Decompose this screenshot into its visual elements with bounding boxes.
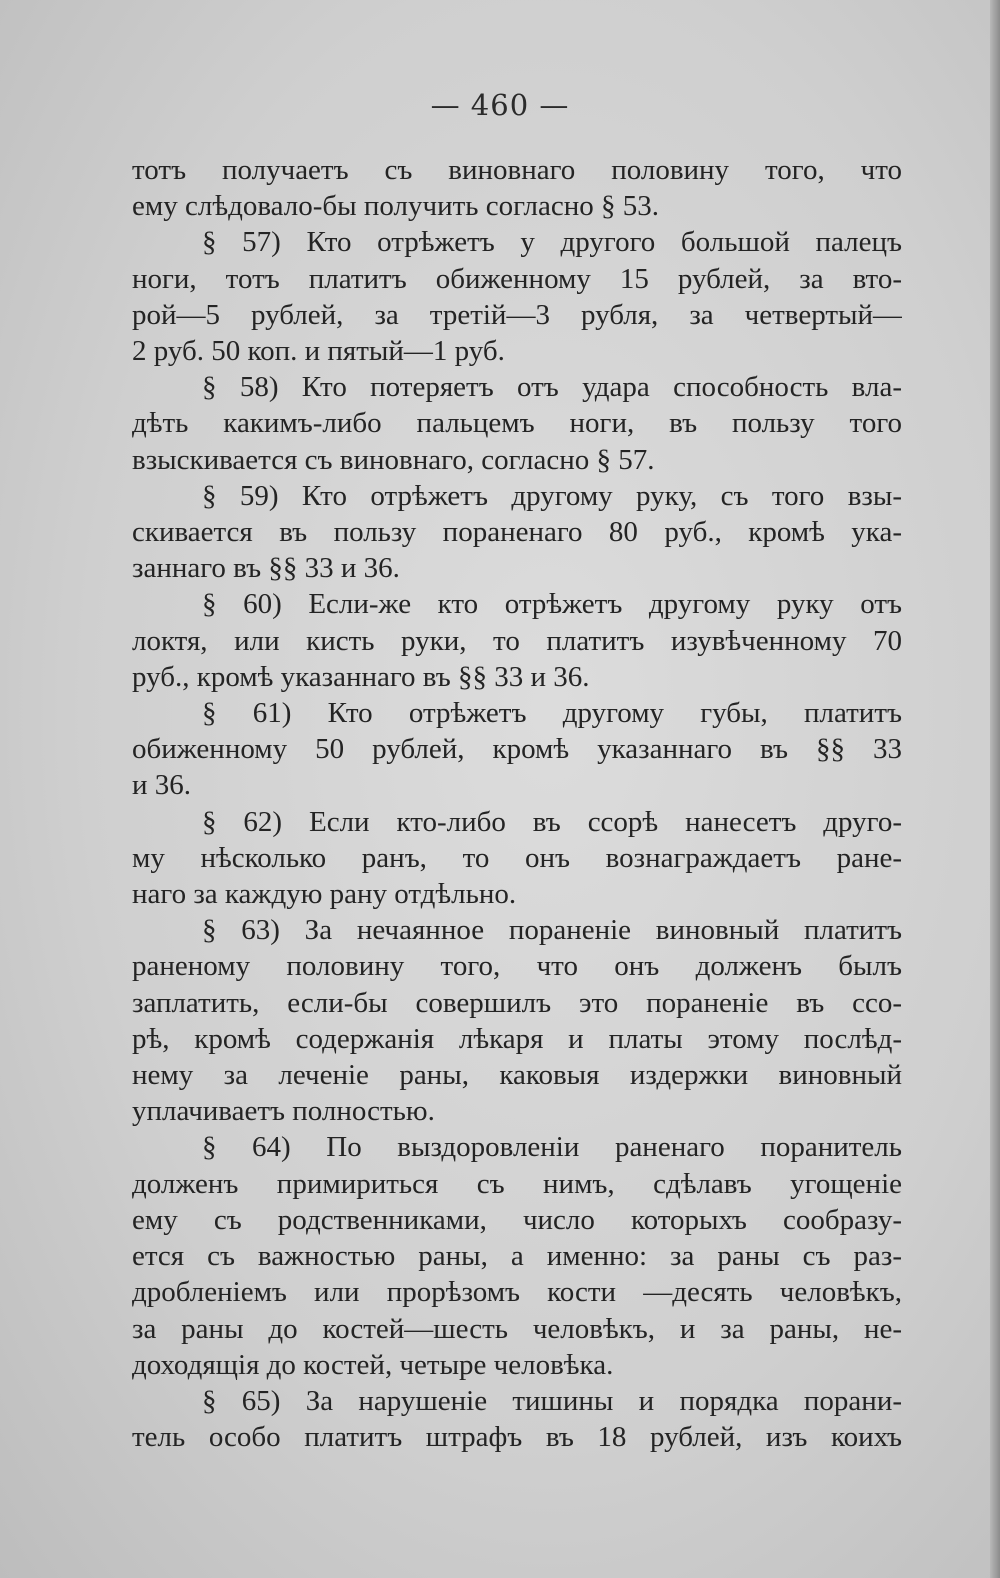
paragraph-section-59 <box>132 478 902 587</box>
text-line: му нѣсколько ранъ, то онъ вознаграждаетъ ране- <box>132 841 902 874</box>
text-line: ноги, тотъ платитъ обиженному 15 рублей, за вто- <box>132 262 902 295</box>
text-line: § 58) Кто потеряетъ отъ удара способность вла- <box>202 371 902 404</box>
text-line: § 64) По выздоровленіи раненаго поранитель <box>202 1131 902 1164</box>
text-line: долженъ примириться съ нимъ, сдѣлавъ угощеніе <box>132 1167 902 1200</box>
text-line: § 63) За нечаянное пораненіе виновный платитъ <box>202 914 902 947</box>
text-line: раненому половину того, что онъ долженъ былъ <box>132 950 902 983</box>
text-line: нему за леченіе раны, каковыя издержки виновный <box>132 1059 902 1092</box>
paragraph-section-64 <box>132 1129 902 1382</box>
text-line: уплачиваетъ полностью. <box>132 1095 435 1128</box>
paragraph-section-62 <box>132 804 902 913</box>
text-line: локтя, или кисть руки, то платитъ изувѣченному 70 <box>132 624 902 657</box>
text-line: обиженному 50 рублей, кромѣ указаннаго въ §§ 33 <box>132 733 902 766</box>
text-line: доходящія до костей, четыре человѣка. <box>132 1348 614 1381</box>
text-line: заннаго въ §§ 33 и 36. <box>132 552 400 585</box>
text-line: дѣть какимъ-либо пальцемъ ноги, въ пользу того <box>132 407 902 440</box>
text-line: рой—5 рублей, за третій—3 рубля, за четвертый— <box>132 298 902 331</box>
text-line: руб., кромѣ указаннаго въ §§ 33 и 36. <box>132 660 590 693</box>
text-line: тотъ получаетъ съ виновнаго половину того, что <box>132 154 902 186</box>
text-line: § 59) Кто отрѣжетъ другому руку, съ того взы- <box>202 479 902 512</box>
paragraph-section-61 <box>132 695 902 804</box>
text-line: § 60) Если-же кто отрѣжетъ другому руку отъ <box>202 588 902 621</box>
paragraph-section-63 <box>132 912 902 1129</box>
text-line: ему съ родственниками, число которыхъ сообразу- <box>132 1203 902 1236</box>
paragraph-section-58 <box>132 369 902 478</box>
text-line: § 62) Если кто-либо въ ссорѣ нанесетъ друго- <box>202 805 902 838</box>
text-line: ется съ важностью раны, а именно: за раны съ раз- <box>132 1240 902 1273</box>
body-text <box>132 152 902 1455</box>
text-line: тель особо платитъ штрафъ въ 18 рублей, изъ коихъ <box>132 1421 902 1454</box>
text-line: дробленіемъ или прорѣзомъ кости —десять человѣкъ, <box>132 1276 902 1309</box>
text-line: за раны до костей—шесть человѣкъ, и за раны, не- <box>132 1312 902 1345</box>
text-line: 2 руб. 50 коп. и пятый—1 руб. <box>132 335 505 368</box>
text-line: § 61) Кто отрѣжетъ другому губы, платитъ <box>202 697 902 730</box>
text-line: и 36. <box>132 769 192 802</box>
paragraph-section-57 <box>132 224 902 369</box>
page-number: — 460 — <box>430 88 570 122</box>
text-line: § 65) За нарушеніе тишины и порядка порани- <box>202 1384 902 1417</box>
paragraph-section-65 <box>132 1383 902 1455</box>
text-line: скивается въ пользу пораненаго 80 руб., кромѣ ука- <box>132 516 902 549</box>
text-line: взыскивается съ виновнаго, согласно § 57. <box>132 443 655 476</box>
paragraph-continuation <box>132 152 902 224</box>
text-line: заплатить, если-бы совершилъ это пораненіе въ ссо- <box>132 986 902 1019</box>
text-line: рѣ, кромѣ содержанія лѣкаря и платы этому послѣд- <box>132 1022 902 1055</box>
text-line: § 57) Кто отрѣжетъ у другого большой палецъ <box>202 226 902 259</box>
text-line: ему слѣдовало-бы получить согласно § 53. <box>132 190 660 223</box>
page-edge-shadow <box>990 0 1000 1578</box>
paragraph-section-60 <box>132 586 902 695</box>
text-line: наго за каждую рану отдѣльно. <box>132 878 517 911</box>
